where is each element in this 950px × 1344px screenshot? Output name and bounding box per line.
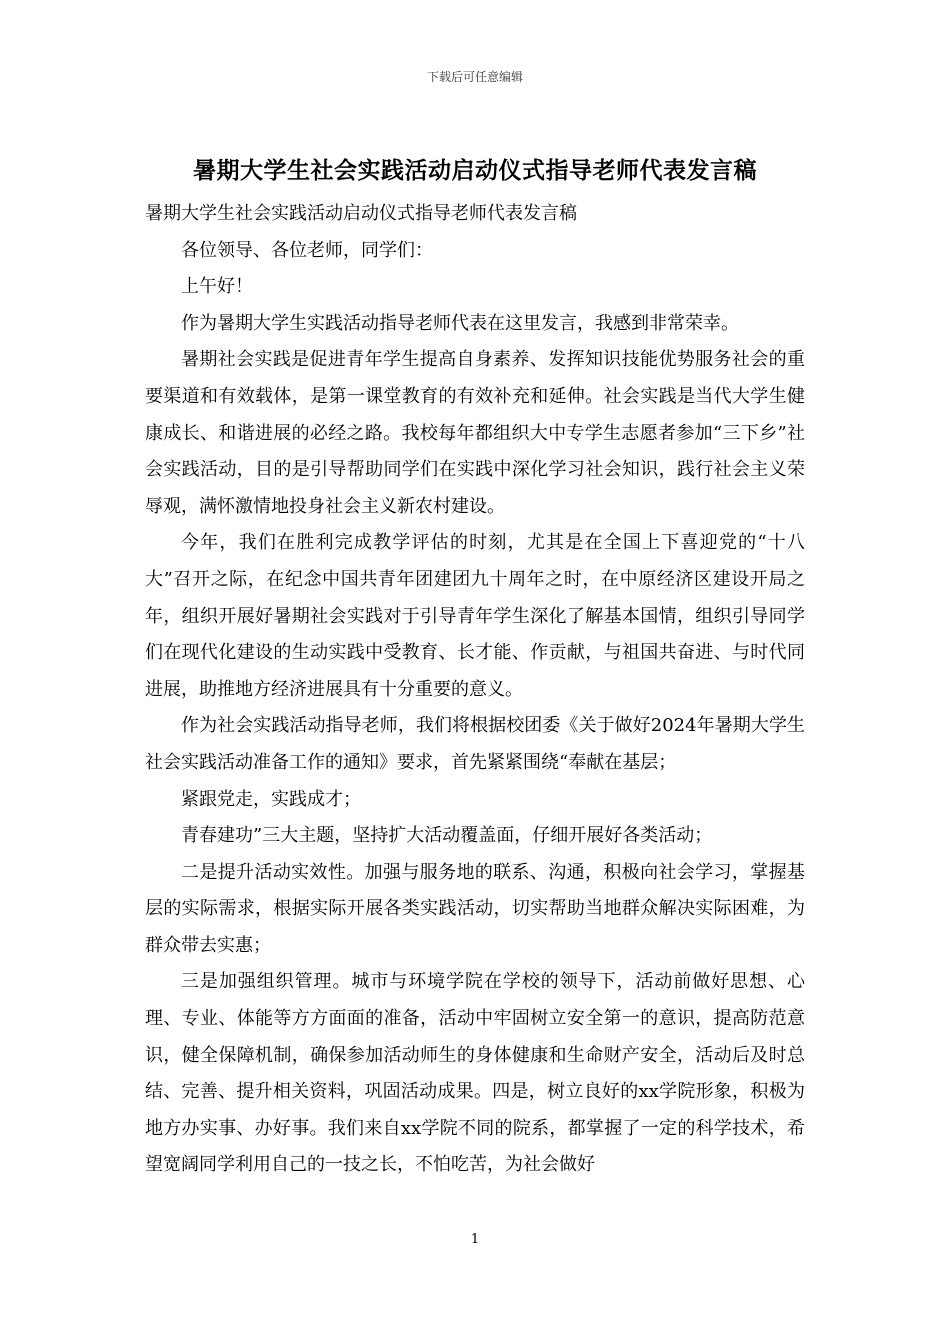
page-number: 1 bbox=[470, 1232, 480, 1247]
salutation-paragraph: 各位领导、各位老师，同学们： bbox=[181, 239, 433, 261]
body-paragraph: 作为暑期大学生实践活动指导老师代表在这里发言，我感到非常荣幸。 bbox=[181, 312, 739, 334]
body-paragraph: 今年，我们在胜利完成教学评估的时刻，尤其是在全国上下喜迎党的“十八大”召开之际，在纪念中国共青年团建团九十周年之时，在中原经济区建设开局之年，组织开展好暑期社会实践对于引导青年学生深化了解基本国情，组织引导同学们在现代化建设的生动实践中受教育、长才能、作贡献，与祖国共奋进、与时代同进展，助推地方经济进展具有十分重要的意义。 bbox=[145, 532, 805, 700]
subtitle-paragraph: 暑期大学生社会实践活动启动仪式指导老师代表发言稿 bbox=[145, 203, 577, 224]
greeting-paragraph: 上午好！ bbox=[181, 276, 253, 298]
header-note: 下载后可任意编辑 bbox=[426, 70, 523, 84]
body-paragraph: 二是提升活动实效性。加强与服务地的联系、沟通，积极向社会学习，掌握基层的实际需求，根据实际开展各类实践活动，切实帮助当地群众解决实际困难，为群众带去实惠； bbox=[145, 861, 805, 956]
body-paragraph: 三是加强组织管理。城市与环境学院在学校的领导下，活动前做好思想、心理、专业、体能等方方面面的准备，活动中牢固树立安全第一的意识，提高防范意识，健全保障机制，确保参加活动师生的身体健康和生命财产安全，活动后及时总结、完善、提升相关资料，巩固活动成果。四是，树立良好的xx学院形象，积极为地方办实事、办好事。我们来自xx学院不同的院系，都掌握了一定的科学技术，希望宽阔同学利用自己的一技之长，不怕吃苦，为社会做好 bbox=[145, 971, 805, 1176]
body-paragraph: 紧跟党走，实践成才； bbox=[181, 788, 361, 810]
document-title: 暑期大学生社会实践活动启动仪式指导老师代表发言稿 bbox=[193, 157, 757, 184]
body-paragraph: 青春建功”三大主题，坚持扩大活动覆盖面，仔细开展好各类活动； bbox=[181, 825, 713, 847]
body-paragraph: 暑期社会实践是促进青年学生提高自身素养、发挥知识技能优势服务社会的重要渠道和有效载体，是第一课堂教育的有效补充和延伸。社会实践是当代大学生健康成长、和谐进展的必经之路。我校每年都组织大中专学生志愿者参加“三下乡”社会实践活动，目的是引导帮助同学们在实践中深化学习社会知识，践行社会主义荣辱观，满怀激情地投身社会主义新农村建设。 bbox=[145, 349, 805, 517]
body-paragraph: 作为社会实践活动指导老师，我们将根据校团委《关于做好2024年暑期大学生社会实践活动准备工作的通知》要求，首先紧紧围绕“奉献在基层； bbox=[145, 715, 805, 773]
document-body bbox=[145, 196, 805, 1184]
